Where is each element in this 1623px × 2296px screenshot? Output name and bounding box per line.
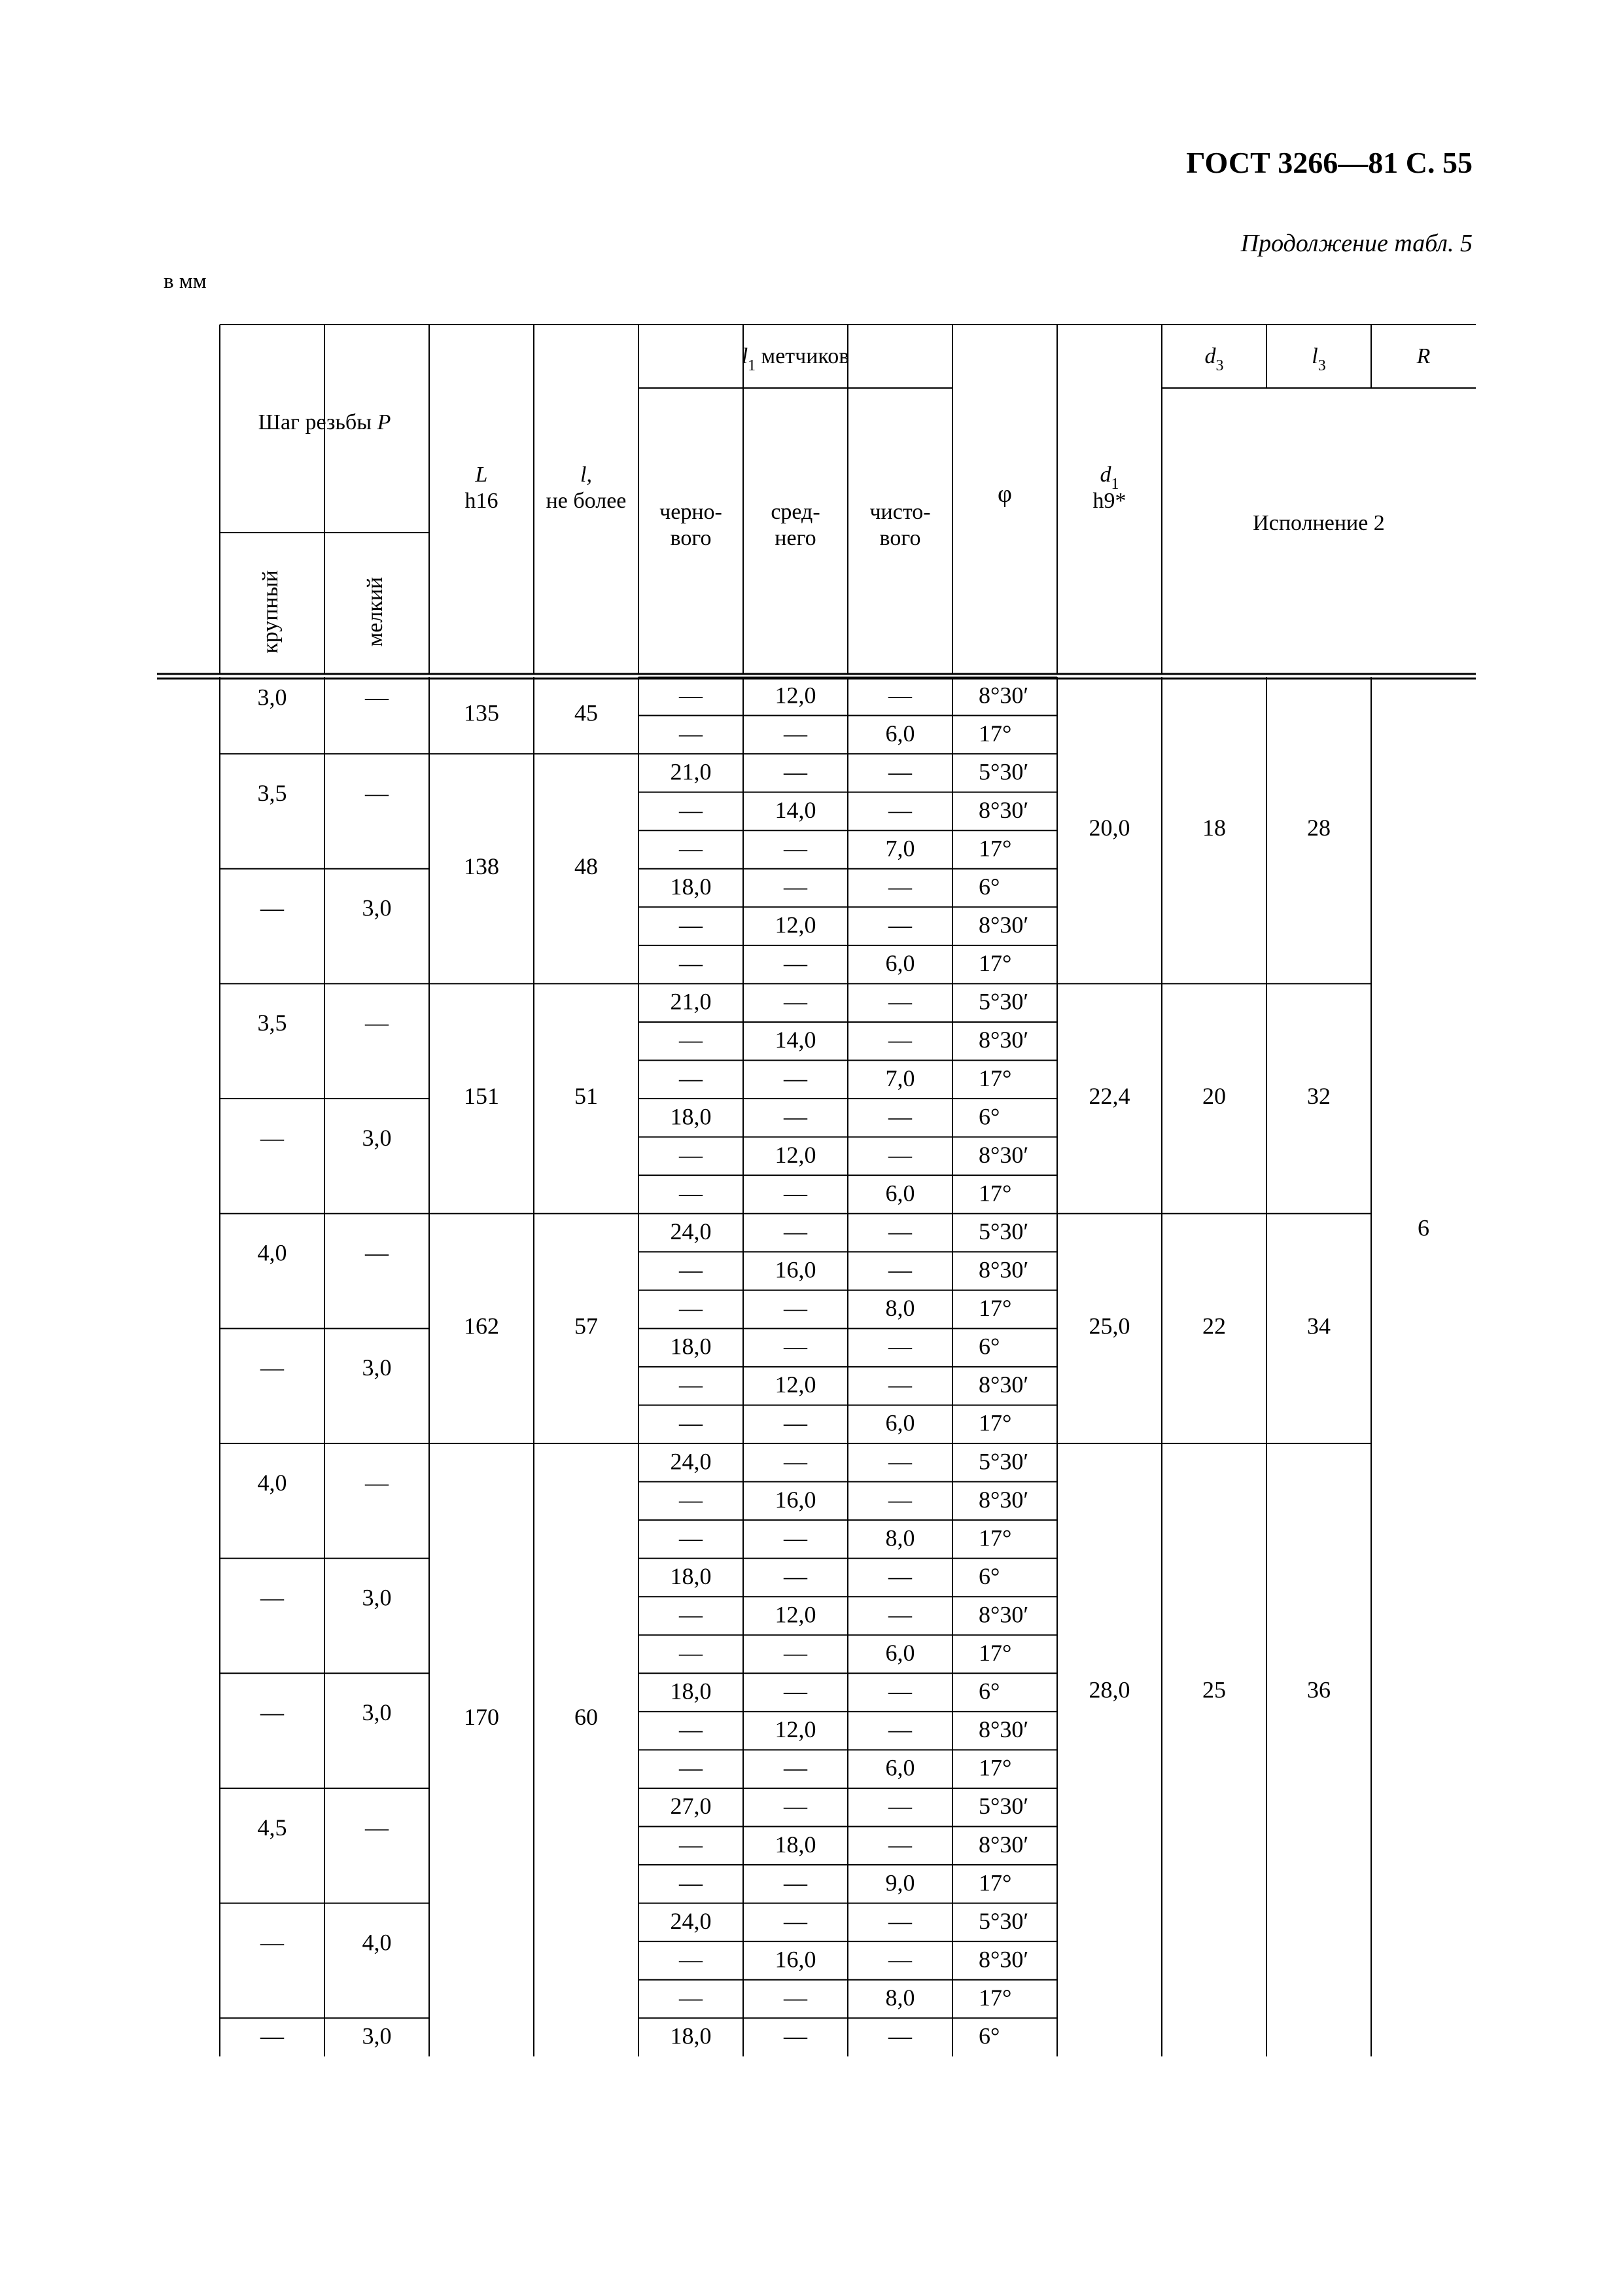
cell-finish: 6,0: [885, 1409, 915, 1436]
cell-medium: —: [784, 1448, 807, 1475]
cell-finish: —: [888, 1027, 912, 1053]
cell-medium: —: [784, 1563, 807, 1590]
cell-phi: 17°: [979, 1985, 1012, 2011]
header-rough: черно-: [659, 499, 722, 524]
cell-phi: 6°: [979, 1678, 1000, 1704]
header-l-note: не более: [546, 488, 627, 513]
cell-pitch-coarse: —: [260, 1699, 284, 1726]
cell-phi: 8°30′: [979, 1027, 1029, 1053]
cell-rough: —: [679, 1601, 703, 1628]
cell-finish: —: [888, 1601, 912, 1628]
cell-phi: 5°30′: [979, 1218, 1029, 1245]
header-R: R: [1416, 344, 1431, 368]
header-fine: мелкий: [362, 576, 387, 647]
header-L: L: [475, 462, 488, 487]
cell-d1: 28,0: [1089, 1676, 1130, 1703]
cell-phi: 5°30′: [979, 1793, 1029, 1820]
cell-medium: 16,0: [775, 1487, 816, 1513]
cell-rough: —: [679, 835, 703, 862]
cell-finish: —: [888, 682, 912, 709]
cell-rough: —: [679, 1295, 703, 1322]
cell-phi: 6°: [979, 1333, 1000, 1360]
cell-medium: —: [784, 950, 807, 977]
cell-phi: 8°30′: [979, 1142, 1029, 1169]
cell-pitch-coarse: 3,0: [257, 684, 287, 711]
cell-phi: 8°30′: [979, 1946, 1029, 1973]
header-l1-taps: $l_1$ метчиков: [741, 344, 850, 374]
cell-finish: 8,0: [885, 1295, 915, 1322]
cell-d3: 20: [1202, 1083, 1226, 1110]
cell-rough: —: [679, 1946, 703, 1973]
cell-rough: 18,0: [670, 1678, 712, 1704]
cell-finish: 7,0: [885, 1065, 915, 1092]
cell-pitch-coarse: 4,0: [257, 1470, 287, 1496]
cell-phi: 17°: [979, 1065, 1012, 1092]
cell-rough: —: [679, 1256, 703, 1283]
cell-phi: 8°30′: [979, 1487, 1029, 1513]
cell-finish: —: [888, 1793, 912, 1820]
cell-phi: 8°30′: [979, 797, 1029, 824]
cell-phi: 17°: [979, 1180, 1012, 1207]
cell-finish: —: [888, 988, 912, 1015]
cell-l3: 28: [1307, 815, 1331, 841]
cell-rough: —: [679, 720, 703, 747]
cell-finish: 6,0: [885, 1640, 915, 1667]
cell-finish: —: [888, 1908, 912, 1935]
cell-finish: 6,0: [885, 720, 915, 747]
cell-phi: 6°: [979, 874, 1000, 900]
cell-pitch-fine: —: [365, 1239, 389, 1266]
cell-medium: —: [784, 1985, 807, 2011]
cell-phi: 17°: [979, 720, 1012, 747]
cell-rough: 18,0: [670, 1103, 712, 1130]
cell-phi: 17°: [979, 1640, 1012, 1667]
cell-phi: 6°: [979, 2022, 1000, 2049]
cell-phi: 8°30′: [979, 1256, 1029, 1283]
cell-pitch-coarse: 4,5: [257, 1814, 287, 1841]
header-version-2: Исполнение 2: [1253, 510, 1385, 535]
cell-rough: —: [679, 1754, 703, 1781]
cell-medium: —: [784, 1180, 807, 1207]
cell-medium: 12,0: [775, 1716, 816, 1743]
cell-d3: 22: [1202, 1313, 1226, 1339]
cell-rough: —: [679, 1716, 703, 1743]
cell-pitch-fine: —: [365, 1010, 389, 1036]
cell-pitch-fine: —: [365, 780, 389, 807]
cell-phi: 8°30′: [979, 1831, 1029, 1858]
cell-finish: —: [888, 1716, 912, 1743]
cell-phi: 6°: [979, 1563, 1000, 1590]
cell-pitch-fine: —: [365, 1814, 389, 1841]
cell-finish: 7,0: [885, 835, 915, 862]
cell-finish: —: [888, 1256, 912, 1283]
cell-medium: 12,0: [775, 1601, 816, 1628]
cell-finish: —: [888, 1678, 912, 1704]
cell-rough: 24,0: [670, 1448, 712, 1475]
cell-phi: 17°: [979, 835, 1012, 862]
header-l3: $l_3$: [1312, 344, 1326, 374]
cell-finish: —: [888, 1218, 912, 1245]
cell-pitch-fine: 3,0: [362, 894, 392, 921]
cell-medium: —: [784, 1793, 807, 1820]
cell-rough: —: [679, 1831, 703, 1858]
cell-finish: —: [888, 1831, 912, 1858]
cell-pitch-coarse: 3,5: [257, 780, 287, 807]
cell-pitch-coarse: 3,5: [257, 1010, 287, 1036]
cell-phi: 17°: [979, 950, 1012, 977]
cell-phi: 8°30′: [979, 682, 1029, 709]
cell-pitch-fine: 3,0: [362, 1584, 392, 1611]
cell-phi: 5°30′: [979, 758, 1029, 785]
cell-L: 135: [464, 699, 499, 726]
cell-phi: 17°: [979, 1295, 1012, 1322]
cell-medium: 12,0: [775, 1371, 816, 1398]
cell-finish: —: [888, 1333, 912, 1360]
cell-l: 60: [574, 1704, 598, 1731]
cell-phi: 17°: [979, 1409, 1012, 1436]
cell-medium: 12,0: [775, 911, 816, 938]
cell-rough: 27,0: [670, 1793, 712, 1820]
cell-rough: 18,0: [670, 1563, 712, 1590]
cell-medium: —: [784, 1678, 807, 1704]
header-L-tolerance: h16: [464, 488, 498, 513]
cell-pitch-fine: 3,0: [362, 1354, 392, 1381]
cell-medium: 12,0: [775, 682, 816, 709]
cell-phi: 8°30′: [979, 1371, 1029, 1398]
cell-rough: 21,0: [670, 758, 712, 785]
header-medium: сред-: [771, 499, 820, 524]
cell-finish: —: [888, 1487, 912, 1513]
header-coarse: крупный: [258, 570, 283, 654]
cell-finish: 6,0: [885, 1754, 915, 1781]
cell-pitch-coarse: —: [260, 2022, 284, 2049]
cell-medium: 12,0: [775, 1142, 816, 1169]
cell-rough: —: [679, 1640, 703, 1667]
cell-finish: —: [888, 1103, 912, 1130]
page-header: ГОСТ 3266—81 С. 55: [1186, 146, 1473, 179]
cell-phi: 8°30′: [979, 1716, 1029, 1743]
cell-pitch-coarse: —: [260, 1929, 284, 1956]
cell-pitch-coarse: —: [260, 1125, 284, 1152]
cell-finish: —: [888, 1563, 912, 1590]
cell-phi: 17°: [979, 1869, 1012, 1896]
cell-finish: 8,0: [885, 1985, 915, 2011]
cell-pitch-coarse: —: [260, 894, 284, 921]
cell-rough: —: [679, 1525, 703, 1551]
cell-medium: —: [784, 1295, 807, 1322]
cell-medium: —: [784, 1333, 807, 1360]
cell-finish: —: [888, 1142, 912, 1169]
header-d3: $d_3$: [1204, 344, 1224, 374]
cell-rough: 21,0: [670, 988, 712, 1015]
cell-medium: —: [784, 720, 807, 747]
cell-finish: —: [888, 874, 912, 900]
cell-pitch-fine: —: [365, 684, 389, 711]
cell-medium: —: [784, 1640, 807, 1667]
cell-pitch-fine: 3,0: [362, 1699, 392, 1726]
cell-l3: 32: [1307, 1083, 1331, 1110]
cell-medium: —: [784, 1103, 807, 1130]
cell-pitch-fine: 3,0: [362, 1125, 392, 1152]
cell-rough: —: [679, 1371, 703, 1398]
cell-l: 48: [574, 853, 598, 880]
cell-medium: 14,0: [775, 797, 816, 824]
header-thread-pitch: Шаг резьбы P: [258, 410, 391, 434]
cell-phi: 5°30′: [979, 988, 1029, 1015]
cell-phi: 5°30′: [979, 1448, 1029, 1475]
cell-finish: —: [888, 1371, 912, 1398]
cell-phi: 8°30′: [979, 911, 1029, 938]
cell-finish: 9,0: [885, 1869, 915, 1896]
cell-rough: —: [679, 1409, 703, 1436]
cell-rough: —: [679, 1869, 703, 1896]
cell-rough: —: [679, 1487, 703, 1513]
cell-phi: 6°: [979, 1103, 1000, 1130]
cell-phi: 5°30′: [979, 1908, 1029, 1935]
cell-medium: —: [784, 1869, 807, 1896]
cell-rough: —: [679, 911, 703, 938]
cell-pitch-coarse: 4,0: [257, 1239, 287, 1266]
cell-rough: —: [679, 950, 703, 977]
cell-d3: 18: [1202, 815, 1226, 841]
cell-medium: —: [784, 1218, 807, 1245]
header-finish-2: вого: [879, 525, 921, 550]
cell-medium: —: [784, 1065, 807, 1092]
table-continuation-label: Продолжение табл. 5: [1240, 230, 1473, 257]
cell-rough: —: [679, 1142, 703, 1169]
cell-d1: 25,0: [1089, 1313, 1130, 1339]
cell-rough: 24,0: [670, 1218, 712, 1245]
header-phi: φ: [998, 480, 1012, 508]
cell-medium: —: [784, 1754, 807, 1781]
cell-finish: —: [888, 2022, 912, 2049]
cell-medium: 16,0: [775, 1256, 816, 1283]
cell-rough: 18,0: [670, 1333, 712, 1360]
cell-L: 138: [464, 853, 499, 880]
cell-l: 57: [574, 1313, 598, 1339]
cell-pitch-coarse: —: [260, 1584, 284, 1611]
header-l: l,: [580, 462, 592, 487]
header-finish: чисто-: [869, 499, 931, 524]
cell-medium: 18,0: [775, 1831, 816, 1858]
cell-finish: —: [888, 1946, 912, 1973]
cell-finish: —: [888, 797, 912, 824]
cell-finish: 8,0: [885, 1525, 915, 1551]
cell-L: 170: [464, 1704, 499, 1731]
cell-L: 162: [464, 1313, 499, 1339]
cell-finish: —: [888, 1448, 912, 1475]
cell-rough: 24,0: [670, 1908, 712, 1935]
cell-finish: 6,0: [885, 950, 915, 977]
cell-finish: —: [888, 911, 912, 938]
cell-l: 45: [574, 699, 598, 726]
header-d1-tolerance: h9*: [1092, 488, 1126, 513]
cell-phi: 17°: [979, 1525, 1012, 1551]
cell-medium: 16,0: [775, 1946, 816, 1973]
cell-l3: 34: [1307, 1313, 1331, 1339]
cell-medium: —: [784, 1908, 807, 1935]
cell-R: 6: [1418, 1214, 1429, 1241]
cell-l: 51: [574, 1083, 598, 1110]
unit-label: в мм: [164, 270, 207, 293]
cell-phi: 8°30′: [979, 1601, 1029, 1628]
cell-pitch-fine: 3,0: [362, 2022, 392, 2049]
header-d1: $d_1$: [1100, 462, 1119, 493]
cell-rough: —: [679, 1027, 703, 1053]
cell-d3: 25: [1202, 1676, 1226, 1703]
cell-medium: 14,0: [775, 1027, 816, 1053]
cell-medium: —: [784, 874, 807, 900]
header-medium-2: него: [775, 525, 816, 550]
cell-L: 151: [464, 1083, 499, 1110]
cell-rough: 18,0: [670, 874, 712, 900]
cell-medium: —: [784, 758, 807, 785]
cell-rough: —: [679, 1985, 703, 2011]
cell-pitch-fine: 4,0: [362, 1929, 392, 1956]
cell-rough: —: [679, 797, 703, 824]
cell-phi: 17°: [979, 1754, 1012, 1781]
cell-rough: 18,0: [670, 2022, 712, 2049]
cell-rough: —: [679, 1065, 703, 1092]
cell-l3: 36: [1307, 1676, 1331, 1703]
cell-pitch-fine: —: [365, 1470, 389, 1496]
cell-d1: 20,0: [1089, 815, 1130, 841]
cell-finish: —: [888, 758, 912, 785]
cell-medium: —: [784, 2022, 807, 2049]
cell-medium: —: [784, 835, 807, 862]
cell-d1: 22,4: [1089, 1083, 1130, 1110]
cell-finish: 6,0: [885, 1180, 915, 1207]
cell-rough: —: [679, 682, 703, 709]
header-rough-2: вого: [670, 525, 712, 550]
cell-pitch-coarse: —: [260, 1354, 284, 1381]
cell-rough: —: [679, 1180, 703, 1207]
cell-medium: —: [784, 1525, 807, 1551]
cell-medium: —: [784, 1409, 807, 1436]
cell-medium: —: [784, 988, 807, 1015]
